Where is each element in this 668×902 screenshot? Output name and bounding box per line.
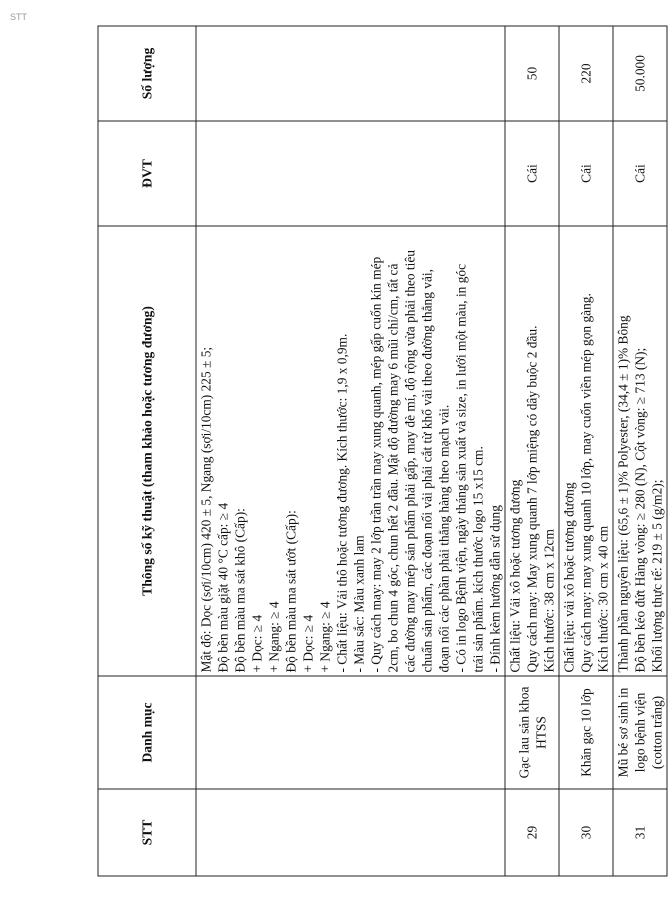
- cell-stt: 29: [505, 789, 559, 876]
- spec-line: đoạn nối các phần phải thẳng hàng theo mạch vải.: [436, 404, 452, 672]
- cell-qty: [196, 26, 505, 121]
- cell-name: Gạc lau sản khoa HTSS: [505, 676, 559, 789]
- spec-line: Quy cách may: may xung quanh 10 lớp, may cuốn viền mép gọn gàng.: [578, 292, 594, 672]
- spec-line: Độ bền màu giặt 40 °C cấp: ≥ 4: [215, 502, 231, 672]
- cell-spec: [613, 226, 667, 676]
- cell-spec: [559, 226, 613, 676]
- spec-line: - Màu sắc: Màu xanh lam: [351, 534, 367, 672]
- cell-name: [196, 676, 505, 789]
- table-row: [613, 26, 667, 876]
- cell-dvt: Cái: [613, 121, 667, 226]
- spec-line: + Dọc: ≥ 4: [249, 614, 265, 672]
- header-thong-so: Thông số kỹ thuật (tham khảo hoặc tương đương): [98, 226, 196, 676]
- spec-line: Độ bền màu ma sát khô (Cấp):: [232, 507, 248, 672]
- rotated-table-page: [98, 26, 665, 876]
- table-row: [505, 26, 559, 876]
- spec-line: Quy cách may: May xung quanh 7 lớp miệng có dây buộc 2 đầu.: [524, 325, 540, 672]
- spec-line: Kích thước: 38 cm x 12cm: [541, 528, 557, 672]
- spec-line: - Đính kèm hướng dẫn sử dụng: [487, 504, 503, 672]
- table-row: [196, 26, 505, 876]
- spec-line: Kích thước: 30 cm x 40 cm: [595, 525, 611, 672]
- spec-line: Chất liệu: vải xô hoặc tương đương: [561, 481, 577, 672]
- cell-qty: 220: [559, 26, 613, 121]
- spec-line: + Ngang: ≥ 4: [266, 600, 282, 672]
- spec-line: Thành phần nguyên liệu: (65,6 ± 1)% Polyester, (34,4 ± 1)% Bông: [615, 314, 631, 672]
- cell-name: Khăn gạc 10 lớp: [559, 676, 613, 789]
- cell-spec: [505, 226, 559, 676]
- spec-line: - Có in logo Bệnh viện, ngày tháng sản xuất và size, in lưới một màu, in góc: [453, 263, 469, 672]
- cell-spec: [196, 226, 505, 676]
- spec-line: các đường may mép sản phẩm phải gấp, may đè mí, độ rộng vừa phải theo tiêu: [402, 249, 418, 672]
- spec-line: chuẩn sản phẩm, các đoạn nối vải phải cắt từ khổ vải theo đường thẳng vải,: [419, 268, 435, 672]
- cell-dvt: [196, 121, 505, 226]
- cell-dvt: Cái: [559, 121, 613, 226]
- spec-line: - Quy cách may: may 2 lớp trần trần may xung quanh, mép gấp cuốn kín mép: [368, 256, 384, 672]
- spec-line: Độ bền kéo đứt Hàng vòng: ≥ 280 (N), Cột vòng: ≥ 713 (N);: [632, 347, 648, 672]
- header-stt: STT: [98, 789, 196, 876]
- cell-stt: [196, 789, 505, 876]
- spec-line: Mật độ: Dọc (sợi/10cm) 420 ± 5, Ngang (sợi/10cm) 225 ± 5;: [198, 346, 214, 672]
- spec-line: + Dọc: ≥ 4: [300, 614, 316, 672]
- cell-qty: 50: [505, 26, 559, 121]
- spec-line: Chất liệu: Vải xô hoặc tương đương: [507, 479, 523, 672]
- spec-line: Khối lượng thực tế: 219 ± 5 (g/m2);: [649, 479, 665, 672]
- spec-line: - Chất liệu: Vải thô hoặc tương đương. Kích thước: 1,9 x 0,9m.: [334, 333, 350, 672]
- header-row: [98, 26, 196, 876]
- table-row: [559, 26, 613, 876]
- stray-mark: STT: [10, 12, 27, 22]
- spec-line: trái sản phẩm. kích thước logo 15 x15 cm.: [470, 445, 486, 672]
- header-so-luong: Số lượng: [98, 26, 196, 121]
- spec-table: [98, 25, 668, 876]
- cell-name: Mũ bé sơ sinh in logo bệnh viện (cotton trắng): [613, 676, 667, 789]
- header-dvt: ĐVT: [98, 121, 196, 226]
- spec-line: + Ngang: ≥ 4: [317, 600, 333, 672]
- header-danh-muc: Danh mục: [98, 676, 196, 789]
- cell-stt: 31: [613, 789, 667, 876]
- spec-line: Độ bền màu ma sát ướt (Cấp):: [283, 509, 299, 672]
- cell-dvt: Cái: [505, 121, 559, 226]
- cell-stt: 30: [559, 789, 613, 876]
- cell-qty: 50.000: [613, 26, 667, 121]
- spec-line: 2cm, bo chun 4 góc, chun hết 2 đầu. Mật độ đường may 6 mũi chỉ/cm, tất cả: [385, 263, 401, 672]
